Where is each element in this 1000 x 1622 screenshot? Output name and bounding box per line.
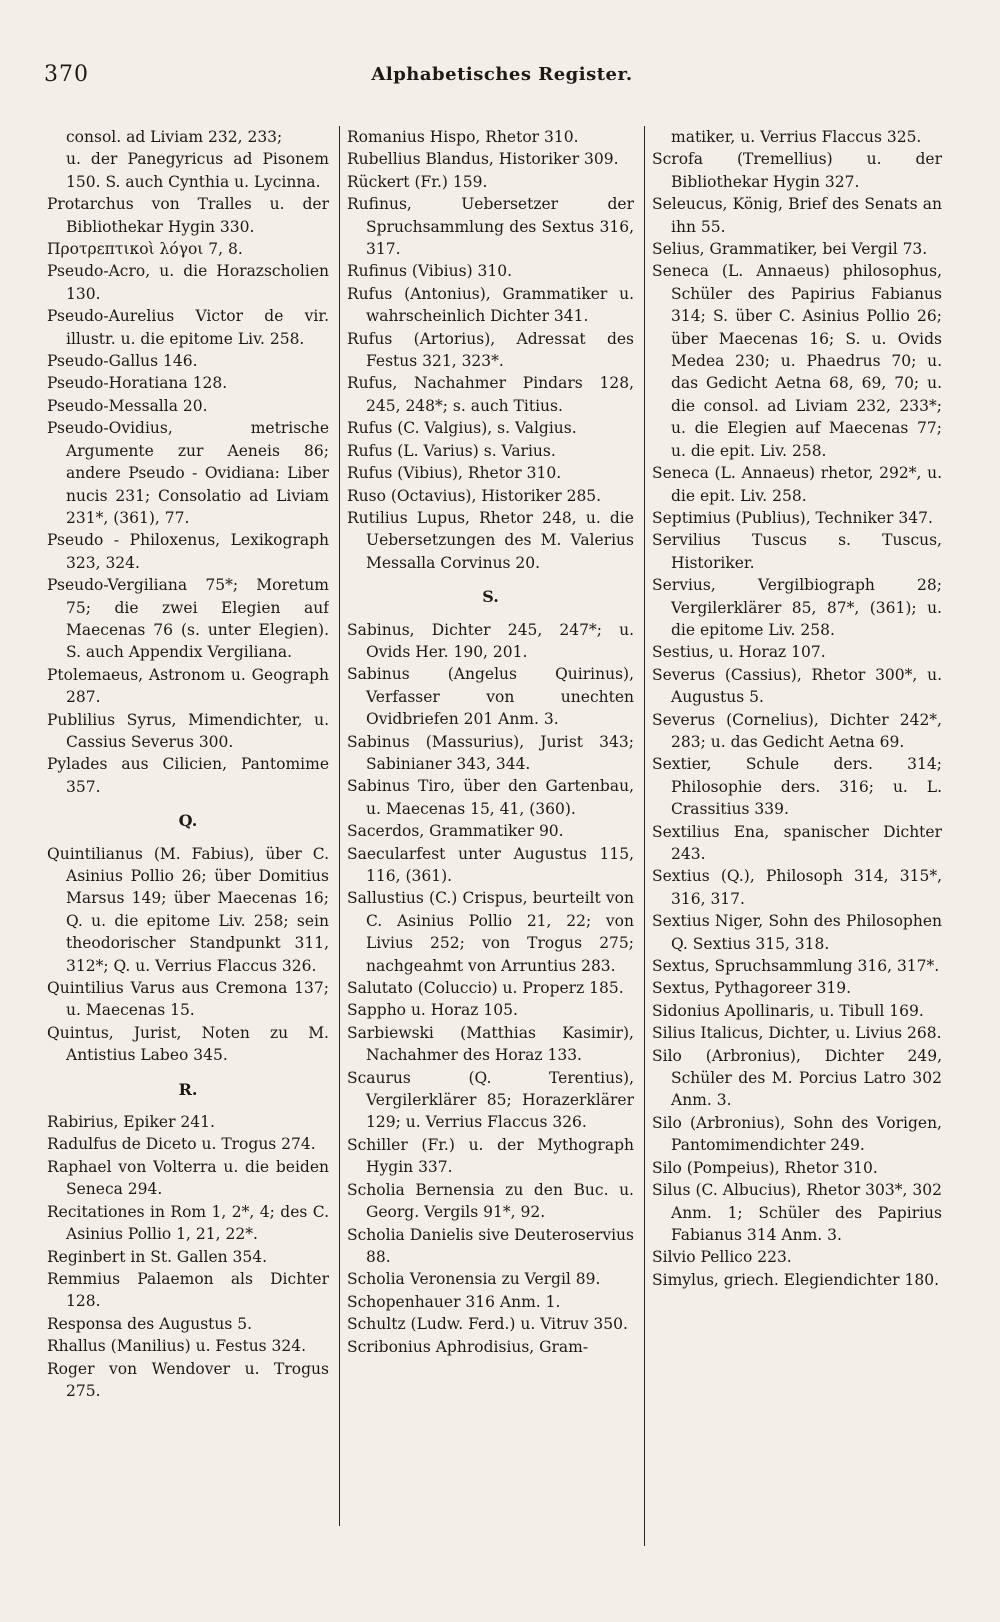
index-entry: Pseudo-Messalla 20. xyxy=(47,396,208,415)
index-entry: Rufus (Vibius), Rhetor 310. xyxy=(347,464,562,483)
index-entry: Scrofa (Tremellius) u. der Bibliothekar Hygin 327. xyxy=(652,150,942,191)
index-entry: Sabinus, Dichter 245, 247*; u. Ovids Her. 190, 201. xyxy=(347,620,634,661)
index-entry: Silo (Arbronius), Dichter 249, Schüler des M. Porcius Latro 302 Anm. 3. xyxy=(652,1046,942,1110)
index-entry: Protarchus von Tralles u. der Bibliothekar Hygin 330. xyxy=(47,195,329,236)
index-entry: Publilius Syrus, Mimendichter, u. Cassius Severus 300. xyxy=(47,710,329,751)
index-entry: Sabinus (Massurius), Jurist 343; Sabinianer 343, 344. xyxy=(347,732,634,773)
index-entry: Rufinus, Uebersetzer der Spruchsammlung des Sextus 316, 317. xyxy=(347,195,634,259)
index-entry: Sextus, Spruchsammlung 316, 317*. xyxy=(652,957,940,976)
index-entry: Seneca (L. Annaeus) philosophus, Schüler des Papirius Fabianus 314; S. über C. Asinius Pollio 26; über Maecenas 16; S. u. Ovids Medea 230; u. Phaedrus 70; u. das Gedicht Aetna 68, 69, 70; u. die consol. ad Liviam 232, 233*; u. die Elegien auf Maecenas 77; u. die epit. Liv. 258. xyxy=(652,262,942,460)
index-entry: Servius, Vergilbiograph 28; Vergilerklärer 85, 87*, (361); u. die epitome Liv. 258. xyxy=(652,576,942,639)
index-entry: Sextier, Schule ders. 314; Philosophie ders. 316; u. L. Crassitius 339. xyxy=(652,755,942,819)
index-entry: Rufus (C. Valgius), s. Valgius. xyxy=(347,419,577,438)
index-entry: Sabinus (Angelus Quirinus), Verfasser von unechten Ovidbriefen 201 Anm. 3. xyxy=(347,665,634,729)
column-divider xyxy=(339,126,340,1526)
index-entry: Rufus (Artorius), Adressat des Festus 321, 323*. xyxy=(347,329,634,371)
index-entry-continuation: matiker, u. Verrius Flaccus 325. xyxy=(671,128,922,146)
index-entry: Rückert (Fr.) 159. xyxy=(347,172,488,191)
section-letter: Q. xyxy=(178,811,198,831)
index-entry: Silus (C. Albucius), Rhetor 303*, 302 Anm. 1; Schüler des Papirius Fabianus 314 Anm. 3. xyxy=(652,1181,942,1244)
index-column-1 xyxy=(47,126,329,1592)
index-entry: Ruso (Octavius), Historiker 285. xyxy=(347,486,602,505)
index-entry: Quintus, Jurist, Noten zu M. Antistius Labeo 345. xyxy=(47,1023,329,1065)
index-entry: Sextius Niger, Sohn des Philosophen Q. Sextius 315, 318. xyxy=(652,912,942,953)
index-entry: Raphael von Volterra u. die beiden Seneca 294. xyxy=(47,1157,329,1199)
index-entry: Scholia Danielis sive Deuteroservius 88. xyxy=(347,1225,634,1266)
index-entry: Servilius Tuscus s. Tuscus, Historiker. xyxy=(652,531,942,572)
index-entry: Scholia Veronensia zu Vergil 89. xyxy=(347,1270,601,1289)
index-entry: Silius Italicus, Dichter, u. Livius 268. xyxy=(652,1024,942,1043)
index-entry: Quintilianus (M. Fabius), über C. Asinius Pollio 26; über Domitius Marsus 149; über Maecenas 16; Q. u. die epitome Liv. 258; sein theodorischer Standpunkt 311, 312*; Q. u. Verrius Flaccus 326. xyxy=(47,844,329,975)
index-entry: Προτρεπτικοὶ λόγοι 7, 8. xyxy=(47,240,243,259)
index-entry: Schultz (Ludw. Ferd.) u. Vitruv 350. xyxy=(347,1315,628,1334)
index-entry: Seleucus, König, Brief des Senats an ihn 55. xyxy=(652,195,942,236)
running-head: Alphabetisches Register. xyxy=(371,64,633,85)
index-entry: Reginbert in St. Gallen 354. xyxy=(47,1247,268,1266)
index-entry: Sextilius Ena, spanischer Dichter 243. xyxy=(652,822,942,863)
index-entry: Septimius (Publius), Techniker 347. xyxy=(652,508,933,527)
index-entry: Silo (Arbronius), Sohn des Vorigen, Pantomimendichter 249. xyxy=(652,1113,942,1155)
index-entry: Simylus, griech. Elegiendichter 180. xyxy=(652,1270,940,1289)
index-entry: Sestius, u. Horaz 107. xyxy=(652,643,826,662)
column-divider xyxy=(644,126,645,1546)
index-entry: Severus (Cassius), Rhetor 300*, u. Augustus 5. xyxy=(652,665,942,707)
index-entry: Pseudo-Gallus 146. xyxy=(47,352,198,371)
index-entry: Pseudo-Horatiana 128. xyxy=(47,374,228,393)
index-entry: Scribonius Aphrodisius, Gram- xyxy=(347,1337,589,1356)
index-entry: Sallustius (C.) Crispus, beurteilt von C. Asinius Pollio 21, 22; von Livius 252; von Trogus 275; nachgeahmt von Arruntius 283. xyxy=(347,889,634,975)
index-entry: Radulfus de Diceto u. Trogus 274. xyxy=(47,1135,316,1154)
section-letter: S. xyxy=(482,587,499,607)
index-entry: Rubellius Blandus, Historiker 309. xyxy=(347,150,619,169)
index-entry: Sextius (Q.), Philosoph 314, 315*, 316, 317. xyxy=(652,867,942,908)
index-entry: Rufus (Antonius), Grammatiker u. wahrscheinlich Dichter 341. xyxy=(347,284,634,326)
index-entry: Rufinus (Vibius) 310. xyxy=(347,262,513,281)
index-entry: Scaurus (Q. Terentius), Vergilerklärer 85; Horazerklärer 129; u. Verrius Flaccus 326. xyxy=(347,1068,634,1132)
index-entry: Roger von Wendover u. Trogus 275. xyxy=(47,1359,329,1400)
index-entry: Rhallus (Manilius) u. Festus 324. xyxy=(47,1337,307,1356)
section-letter: R. xyxy=(178,1079,198,1099)
index-entry: Rutilius Lupus, Rhetor 248, u. die Uebersetzungen des M. Valerius Messalla Corvinus 20. xyxy=(347,508,634,572)
index-entry: Pseudo-Ovidius, metrische Argumente zur Aeneis 86; andere Pseudo - Ovidiana: Liber nucis 231; Consolatio ad Liviam 231*, (361), 77. xyxy=(47,419,329,527)
index-entry: Saecularfest unter Augustus 115, 116, (361). xyxy=(347,844,634,885)
page-header xyxy=(44,62,960,92)
index-entry: Rufus (L. Varius) s. Varius. xyxy=(347,441,556,460)
index-entry: Responsa des Augustus 5. xyxy=(47,1314,253,1333)
index-entry: Remmius Palaemon als Dichter 128. xyxy=(47,1269,329,1311)
index-entry: Schopenhauer 316 Anm. 1. xyxy=(347,1292,561,1311)
index-entry: Pseudo-Vergiliana 75*; Moretum 75; die zwei Elegien auf Maecenas 76 (s. unter Elegien). S. auch Appendix Vergiliana. xyxy=(47,576,329,662)
index-entry: Silvio Pellico 223. xyxy=(652,1248,792,1267)
index-entry: Silo (Pompeius), Rhetor 310. xyxy=(652,1158,878,1177)
index-entry: Sextus, Pythagoreer 319. xyxy=(652,979,852,998)
index-entry: Sarbiewski (Matthias Kasimir), Nachahmer des Horaz 133. xyxy=(347,1023,634,1065)
index-entry: Sabinus Tiro, über den Gartenbau, u. Maecenas 15, 41, (360). xyxy=(347,777,634,818)
page-number: 370 xyxy=(44,62,89,87)
index-column-2 xyxy=(347,126,634,1592)
index-entry: Pseudo-Aurelius Victor de vir. illustr. u. die epitome Liv. 258. xyxy=(47,307,329,348)
index-entry: Pylades aus Cilicien, Pantomime 357. xyxy=(47,755,329,796)
index-entry-continuation: consol. ad Liviam 232, 233; u. der Panegyricus ad Pisonem 150. S. auch Cynthia u. Lycinna. xyxy=(66,128,329,191)
index-entry: Recitationes in Rom 1, 2*, 4; des C. Asinius Pollio 1, 21, 22*. xyxy=(47,1202,329,1244)
index-entry: Salutato (Coluccio) u. Properz 185. xyxy=(347,979,624,998)
index-entry: Scholia Bernensia zu den Buc. u. Georg. Vergils 91*, 92. xyxy=(347,1180,634,1222)
index-entry: Sidonius Apollinaris, u. Tibull 169. xyxy=(652,1001,924,1020)
index-entry: Schiller (Fr.) u. der Mythograph Hygin 337. xyxy=(347,1135,634,1177)
index-entry: Quintilius Varus aus Cremona 137; u. Maecenas 15. xyxy=(47,979,329,1020)
index-entry: Selius, Grammatiker, bei Vergil 73. xyxy=(652,240,928,259)
index-entry: Romanius Hispo, Rhetor 310. xyxy=(347,128,579,146)
index-entry: Ptolemaeus, Astronom u. Geograph 287. xyxy=(47,665,329,707)
index-entry: Rabirius, Epiker 241. xyxy=(47,1113,215,1132)
index-entry: Seneca (L. Annaeus) rhetor, 292*, u. die epit. Liv. 258. xyxy=(652,464,942,505)
index-entry: Pseudo - Philoxenus, Lexikograph 323, 324. xyxy=(47,531,329,572)
index-entry: Severus (Cornelius), Dichter 242*, 283; u. das Gedicht Aetna 69. xyxy=(652,710,942,751)
index-entry: Sappho u. Horaz 105. xyxy=(347,1001,518,1020)
index-entry: Pseudo-Acro, u. die Horazscholien 130. xyxy=(47,262,329,303)
index-column-3 xyxy=(652,126,942,1592)
index-entry: Rufus, Nachahmer Pindars 128, 245, 248*; s. auch Titius. xyxy=(347,374,634,415)
index-entry: Sacerdos, Grammatiker 90. xyxy=(347,822,564,841)
